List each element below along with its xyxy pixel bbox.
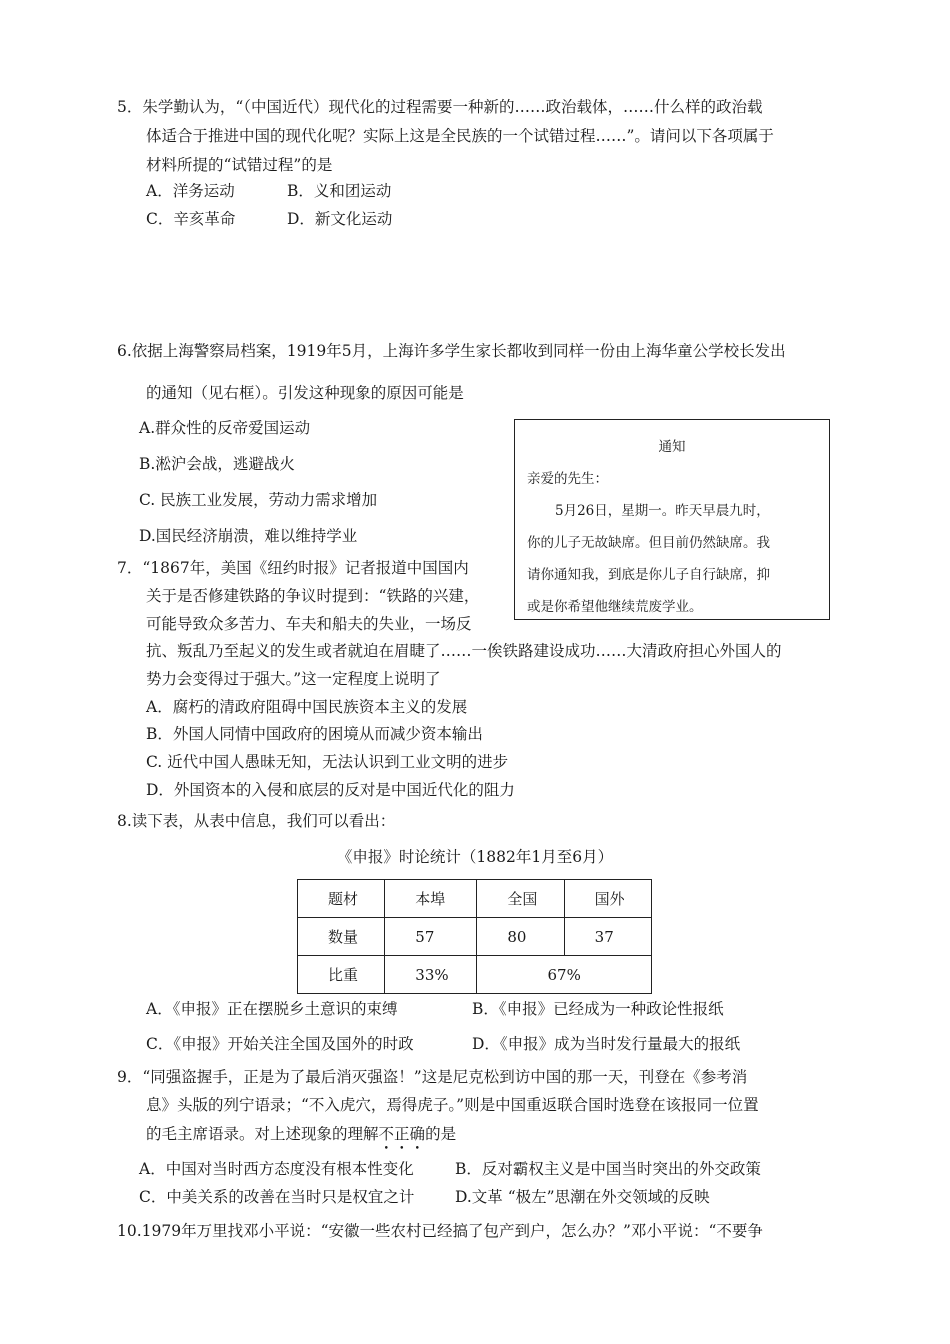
table-cell: 80 — [477, 918, 564, 956]
notice-greeting: 亲爱的先生： — [527, 471, 608, 487]
q7-option-a: A．腐朽的清政府阻碍中国民族资本主义的发展 — [146, 698, 468, 716]
q5-stem-line2: 体适合于推进中国的现代化呢？实际上这是全民族的一个试错过程……”。请问以下各项属于 — [146, 127, 774, 145]
q9-stem-line2: 息》头版的列宁语录；“不入虎穴，焉得虎子。”则是中国重返联合国时选登在该报同一位置 — [146, 1096, 759, 1114]
q9-stem-line3-suffix: 的是 — [425, 1125, 457, 1143]
notice-box — [514, 419, 830, 620]
table-cell: 67% — [477, 956, 652, 994]
q9-stem-line3 — [146, 1124, 456, 1144]
q10-stem-line1: 10.1979年万里找邓小平说：“安徽一些农村已经搞了包产到户，怎么办？”邓小平说：“不要争 — [117, 1222, 763, 1240]
q9-stem-line3-prefix: 的毛主席语录。对上述现象的理解 — [146, 1125, 379, 1143]
q7-stem-line5: 势力会变得过于强大。”这一定程度上说明了 — [146, 670, 441, 688]
table-row — [298, 880, 652, 918]
table-cell: 33% — [385, 956, 477, 994]
q7-stem-line3: 可能导致众多苦力、车夫和船夫的失业，一场反 — [146, 615, 472, 633]
q7-option-c: C. 近代中国人愚昧无知，无法认识到工业文明的进步 — [146, 753, 509, 771]
q6-option-a: A.群众性的反帝爱国运动 — [139, 419, 311, 437]
q9-option-c: C．中美关系的改善在当时只是权宜之计 — [139, 1188, 415, 1206]
q8-stem: 8.读下表，从表中信息，我们可以看出： — [117, 812, 396, 830]
table-row — [298, 956, 652, 994]
q7-stem-line2: 关于是否修建铁路的争议时提到：“铁路的兴建， — [146, 587, 480, 605]
q9-option-a: A．中国对当时西方态度没有根本性变化 — [139, 1160, 414, 1178]
q7-option-d: D．外国资本的入侵和底层的反对是中国近代化的阻力 — [146, 781, 515, 799]
table-cell: 57 — [385, 918, 477, 956]
notice-line: 请你通知我，到底是你儿子自行缺席，抑 — [527, 567, 770, 583]
table-header-cell: 题材 — [298, 880, 385, 918]
q5-option-d: D．新文化运动 — [287, 210, 393, 228]
emphasis-char: 不 — [378, 1125, 395, 1143]
q7-option-b: B．外国人同情中国政府的困境从而减少资本输出 — [146, 725, 483, 743]
q5-option-b: B．义和团运动 — [287, 182, 392, 200]
q9-option-b: B．反对霸权主义是中国当时突出的外交政策 — [455, 1160, 761, 1178]
emphasis-char: 确 — [409, 1125, 426, 1143]
table-cell: 37 — [564, 918, 651, 956]
notice-line: 你的儿子无故缺席。但目前仍然缺席。我 — [527, 535, 770, 551]
notice-line: 或是你希望他继续荒废学业。 — [527, 599, 703, 615]
q5-stem-line1: 5．朱学勤认为，“（中国近代）现代化的过程需要一种新的……政治载体，……什么样的政治载 — [117, 98, 763, 116]
notice-line: 5月26日，星期一。昨天早晨九时， — [555, 503, 770, 519]
table-title: 《申报》时论统计（1882年1月至6月） — [336, 848, 614, 866]
q6-option-d: D.国民经济崩溃，难以维持学业 — [139, 527, 358, 545]
table-header-cell: 全国 — [477, 880, 564, 918]
q8-option-c: C．《申报》开始关注全国及国外的时政 — [146, 1035, 414, 1053]
q6-option-b: B.淞沪会战，逃避战火 — [139, 455, 295, 473]
table-row — [298, 918, 652, 956]
q5-option-c: C．辛亥革命 — [146, 210, 236, 228]
q6-option-c: C. 民族工业发展，劳动力需求增加 — [139, 491, 378, 509]
q6-stem-line2: 的通知（见右框）。引发这种现象的原因可能是 — [146, 384, 464, 402]
table-cell: 数量 — [298, 918, 385, 956]
q9-stem-line1: 9．“同强盗握手，正是为了最后消灭强盗！”这是尼克松到访中国的那一天，刊登在《参考消 — [117, 1068, 748, 1086]
table-header-cell: 本埠 — [385, 880, 477, 918]
statistics-table — [297, 879, 652, 994]
q8-option-d: D．《申报》成为当时发行量最大的报纸 — [472, 1035, 741, 1053]
q5-stem-line3: 材料所提的“试错过程”的是 — [146, 156, 333, 174]
q6-stem-line1: 6.依据上海警察局档案，1919年5月，上海许多学生家长都收到同样一份由上海华童公学校长发出 — [117, 342, 786, 360]
table-cell: 比重 — [298, 956, 385, 994]
q5-option-a: A．洋务运动 — [146, 182, 235, 200]
q8-option-b: B．《申报》已经成为一种政论性报纸 — [472, 1000, 724, 1018]
notice-title: 通知 — [658, 439, 686, 455]
table-header-cell: 国外 — [564, 880, 651, 918]
emphasis-char: 正 — [394, 1125, 410, 1143]
q7-stem-line4: 抗、叛乱乃至起义的发生或者就迫在眉睫了……一俟铁路建设成功……大清政府担心外国人的 — [146, 642, 782, 660]
q9-option-d: D.文革 “极左”思潮在外交领域的反映 — [455, 1188, 710, 1206]
q7-stem-line1: 7．“1867年，美国《纽约时报》记者报道中国国内 — [117, 559, 469, 577]
q8-option-a: A．《申报》正在摆脱乡土意识的束缚 — [146, 1000, 398, 1018]
